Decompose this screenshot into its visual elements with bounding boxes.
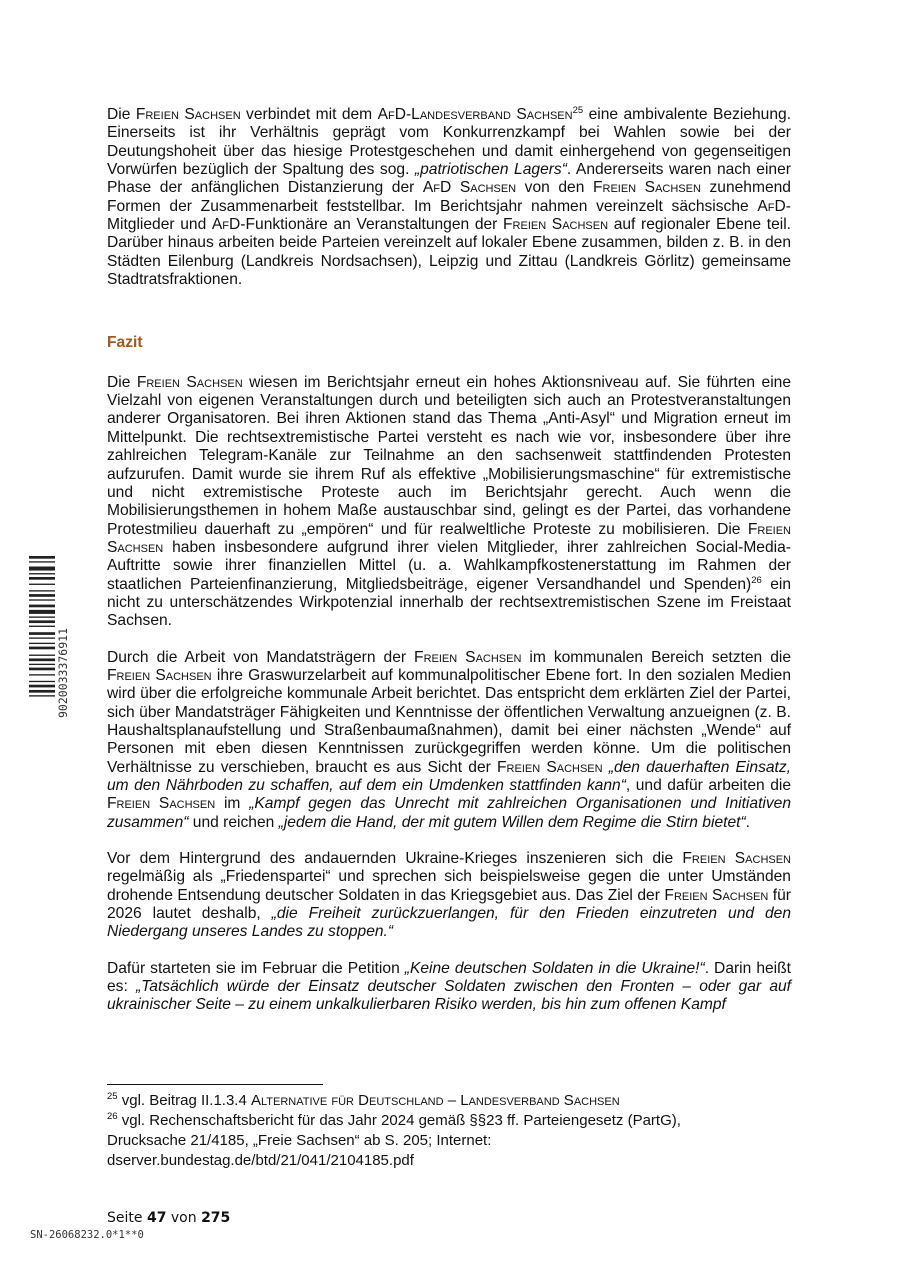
section-heading-fazit: Fazit: [107, 334, 143, 352]
barcode-icon: [29, 556, 71, 720]
page-number: Seite 47 von 275: [107, 1210, 231, 1226]
paragraph-afd-relation: Die Freien Sachsen verbindet mit dem AfD-Landesverband Sachsen$^{25}$ eine ambivalente Beziehung. Einerseits ist ihr Verhältnis geprägt vom Konkurrenzkampf bei Wahlen sowie bei der Deutungshoheit über das hiesige Protestgeschehen und damit einhergehend von gegenseitigen Vorwürfen bezüglich der Spaltung des sog. „patriotischen Lagers“. Andererseits waren nach einer Phase der anfänglichen Distanzierung der AfD Sachsen von den Freien Sachsen zunehmend Formen der Zusammenarbeit feststellbar. Im Berichtsjahr nahmen vereinzelt sächsische AfD-Mitglieder und AfD-Funktionäre an Veranstaltungen der Freien Sachsen auf regionaler Ebene teil. Darüber hinaus arbeiten beide Parteien vereinzelt auf lokaler Ebene zusammen, bilden z. B. in den Städten Eilenburg (Landkreis Nordsachsen), Leipzig und Zittau (Landkreis Görlitz) gemeinsame Stadtratsfraktionen.: [107, 104, 792, 289]
document-id: SN-26068232.0*1**0: [30, 1229, 144, 1241]
footnotes: [107, 1091, 791, 1171]
main-content: [107, 106, 791, 1015]
paragraph-ukraine-war: Vor dem Hintergrund des andauernden Ukraine-Krieges inszenieren sich die Freien Sachsen regelmäßig als „Friedenspartei“ und sprechen sich beispielsweise gegen die unter Umständen drohende Entsendung deutscher Soldaten in das Kriegsgebiet aus. Das Ziel der Freien Sachsen für 2026 lautet deshalb, „die Freiheit zurückzuerlangen, für den Frieden einzutreten und den Niedergang unseres Landes zu stoppen.“: [107, 850, 792, 941]
footnote-26: $^{26}$ vgl. Rechenschaftsbericht für das Jahr 2024 gemäß §§23 ff. Parteiengesetz (PartG), Drucksache 21/4185, „Freie Sachsen“ ab S. 205; Internet: dserver.bundestag.de/btd/21/041/2104185.pdf: [107, 1111, 681, 1169]
footnote-ref-25: 25: [572, 104, 584, 116]
paragraph-communal-work: Durch die Arbeit von Mandatsträgern der Freien Sachsen im kommunalen Bereich setzten die Freien Sachsen ihre Graswurzelarbeit auf kommunalpolitischer Ebene fort. In den sozialen Medien wird über die erfolgreiche kommunale Arbeit berichtet. Das entspricht dem erklärten Ziel der Partei, sich über Mandatsträger Fähigkeiten und Kenntnisse der öffentlichen Verwaltung anzueignen (z. B. Haushaltsplanaufstellung und Straßenbaumaßnahmen), damit bei einer nächsten „Wende“ auf Personen mit eben diesen Kenntnissen zurückgegriffen werden könne. Um die politischen Verhältnisse zu verschieben, braucht es aus Sicht der Freien Sachsen „den dauerhaften Einsatz, um den Nährboden zu schaffen, auf dem ein Umdenken stattfinden kann“, und dafür arbeiten die Freien Sachsen im „Kampf gegen das Unrecht mit zahlreichen Organisationen und Initiativen zusammen“ und reichen „jedem die Hand, der mit gutem Willen dem Regime die Stirn bietet“.: [107, 648, 792, 831]
footnote-ref-26: 26: [751, 574, 762, 586]
barcode-number: 9020033376911: [56, 627, 70, 718]
footnote-divider: [107, 1084, 323, 1085]
paragraph-petition: Dafür starteten sie im Februar die Petition „Keine deutschen Soldaten in die Ukraine!“. Darin heißt es: „Tatsächlich würde der Einsatz deutscher Soldaten zwischen den Fronten – oder gar auf ukrainischer Seite – zu einem unkalkulierbaren Risiko werden, bis hin zum offenen Kampf: [107, 959, 792, 1014]
paragraph-activity-level: Die Freien Sachsen wiesen im Berichtsjahr erneut ein hohes Aktionsniveau auf. Sie führten eine Vielzahl von eigenen Veranstaltungen durch und beteiligten sich auch an Protestveranstaltungen anderer Organisatoren. Bei ihren Aktionen stand das Thema „Anti-Asyl“ und Migration erneut im Mittelpunkt. Die rechtsextremistische Partei versteht es nach wie vor, insbesondere über ihre zahlreichen Telegram-Kanäle zur Teilnahme an den sachsenweit stattfindenden Protesten aufzurufen. Damit wurde sie ihrem Ruf als effektive „Mobilisierungsmaschine“ für extremistische und nicht extremistische Proteste auch im Berichtsjahr gerecht. Auch wenn die Mobilisierungsthemen in hohem Maße austauschbar sind, gelingt es der Partei, das vorhandene Protestmilieu dauerhaft zu „empören“ und für realweltliche Proteste zu mobilisieren. Die Freien Sachsen haben insbesondere aufgrund ihrer vielen Mitglieder, ihrer zahlreichen Social-Media-Auftritte sowie ihrer finanziellen Mittel (u. a. Wahlkampfkostenerstattung im Rahmen der staatlichen Parteienfinanzierung, Mitgliedsbeiträge, eigener Versandhandel und Spenden)$^{26}$ ein nicht zu unterschätzendes Wirkpotenzial innerhalb der rechtsextremistischen Szene im Freistaat Sachsen.: [107, 373, 791, 630]
footnote-25: $^{25}$ vgl. Beitrag II.1.3.4 Alternative für Deutschland – Landesverband Sachsen: [107, 1091, 620, 1109]
